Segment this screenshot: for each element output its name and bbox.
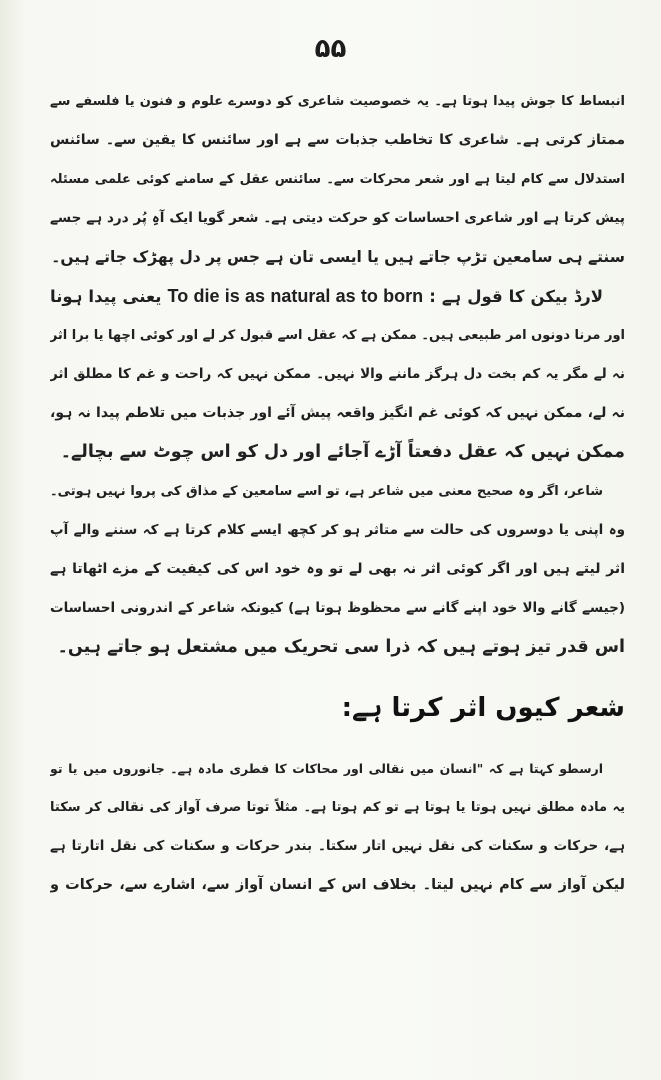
section-heading: شعر کیوں اثر کرتا ہے:: [341, 693, 625, 723]
text-line: ارسطو کہتا ہے کہ "انسان میں نقالی اور محاکات کا فطری مادہ ہے۔ جانوروں میں یا تو: [50, 761, 603, 776]
text-line: ممتاز کرتی ہے۔ شاعری کا تخاطب جذبات سے ہے اور سائنس کا یقین سے۔ سائنس: [50, 132, 625, 148]
text-line: لیکن آواز سے کام نہیں لیتا۔ بخلاف اس کے انسان آواز سے، اشارے سے، حرکات و: [50, 877, 625, 893]
paragraph-3: [50, 472, 625, 667]
text-line: اور مرنا دونوں امر طبیعی ہیں۔ ممکن ہے کہ عقل اسے قبول کر لے اور کوئی اچھا یا برا اثر: [50, 328, 625, 343]
text-line: اثر لیتے ہیں اور اگر کوئی اثر نہ بھی لے تو وہ خود اس کی کیفیت کے مزے اٹھاتا ہے: [50, 561, 625, 577]
quote-intro: لارڈ بیکن کا قول ہے :: [429, 287, 604, 306]
paragraph-4: [50, 749, 625, 905]
text-line: ہے، حرکات و سکنات کی نقل نہیں اتار سکتا۔ بندر حرکات و سکنات کی نقل اتارتا ہے: [50, 838, 625, 854]
text-line-with-quote: [50, 277, 625, 316]
text-line: نہ لے، ممکن نہیں کہ کوئی غم انگیز واقعہ پیش آئے اور جذبات میں تلاطم پیدا نہ ہو،: [50, 405, 625, 421]
text-line: سنتے ہی سامعین تڑپ جاتے ہیں یا ایسی تان ہے جس پر دل پھڑک جاتے ہیں۔: [51, 248, 625, 266]
text-line: استدلال سے کام لیتا ہے اور شعر محرکات سے۔ سائنس عقل کے سامنے کوئی علمی مسئلہ: [50, 172, 625, 187]
text-line: ممکن نہیں کہ عقل دفعتاً آڑے آجائے اور دل کو اس چوٹ سے بچالے۔: [60, 442, 625, 462]
text-line: شاعر، اگر وہ صحیح معنی میں شاعر ہے، تو اسے سامعین کے مذاق کی پروا نہیں ہوتی۔: [50, 484, 603, 499]
paragraph-2: [50, 277, 625, 472]
text-line: (جیسے گانے والا خود اپنے گانے سے محظوظ ہوتا ہے) کیونکہ شاعر کے اندرونی احساسات: [50, 600, 625, 616]
quote-translation-start: یعنی پیدا ہونا: [50, 287, 162, 306]
text-line: انبساط کا جوش پیدا ہوتا ہے۔ یہ خصوصیت شاعری کو دوسرے علوم و فنون یا فلسفے سے: [50, 94, 625, 109]
text-line: اس قدر تیز ہوتے ہیں کہ ذرا سی تحریک میں مشتعل ہو جاتے ہیں۔: [57, 637, 625, 657]
english-quote: To die is as natural as to born: [167, 286, 424, 306]
text-line: یہ مادہ مطلق نہیں ہوتا یا ہوتا ہے تو کم ہوتا ہے۔ مثلاً توتا صرف آواز کی نقالی کر سکتا: [50, 800, 625, 815]
paragraph-1: [50, 82, 625, 277]
text-line: پیش کرتا ہے اور شاعری احساسات کو حرکت دیتی ہے۔ شعر گویا ایک آہِ پُر درد ہے جسے: [50, 210, 625, 226]
page-body: [50, 82, 625, 905]
page-number: ۵۵: [314, 34, 347, 64]
text-line: نہ لے مگر یہ کم بخت دل ہرگز ماننے والا نہیں۔ ممکن نہیں کہ راحت و غم کا مطلق اثر: [50, 366, 625, 382]
text-line: وہ اپنی یا دوسروں کی حالت سے متاثر ہو کر کچھ ایسے کلام کرتا ہے کہ سننے والے آپ: [50, 522, 625, 538]
